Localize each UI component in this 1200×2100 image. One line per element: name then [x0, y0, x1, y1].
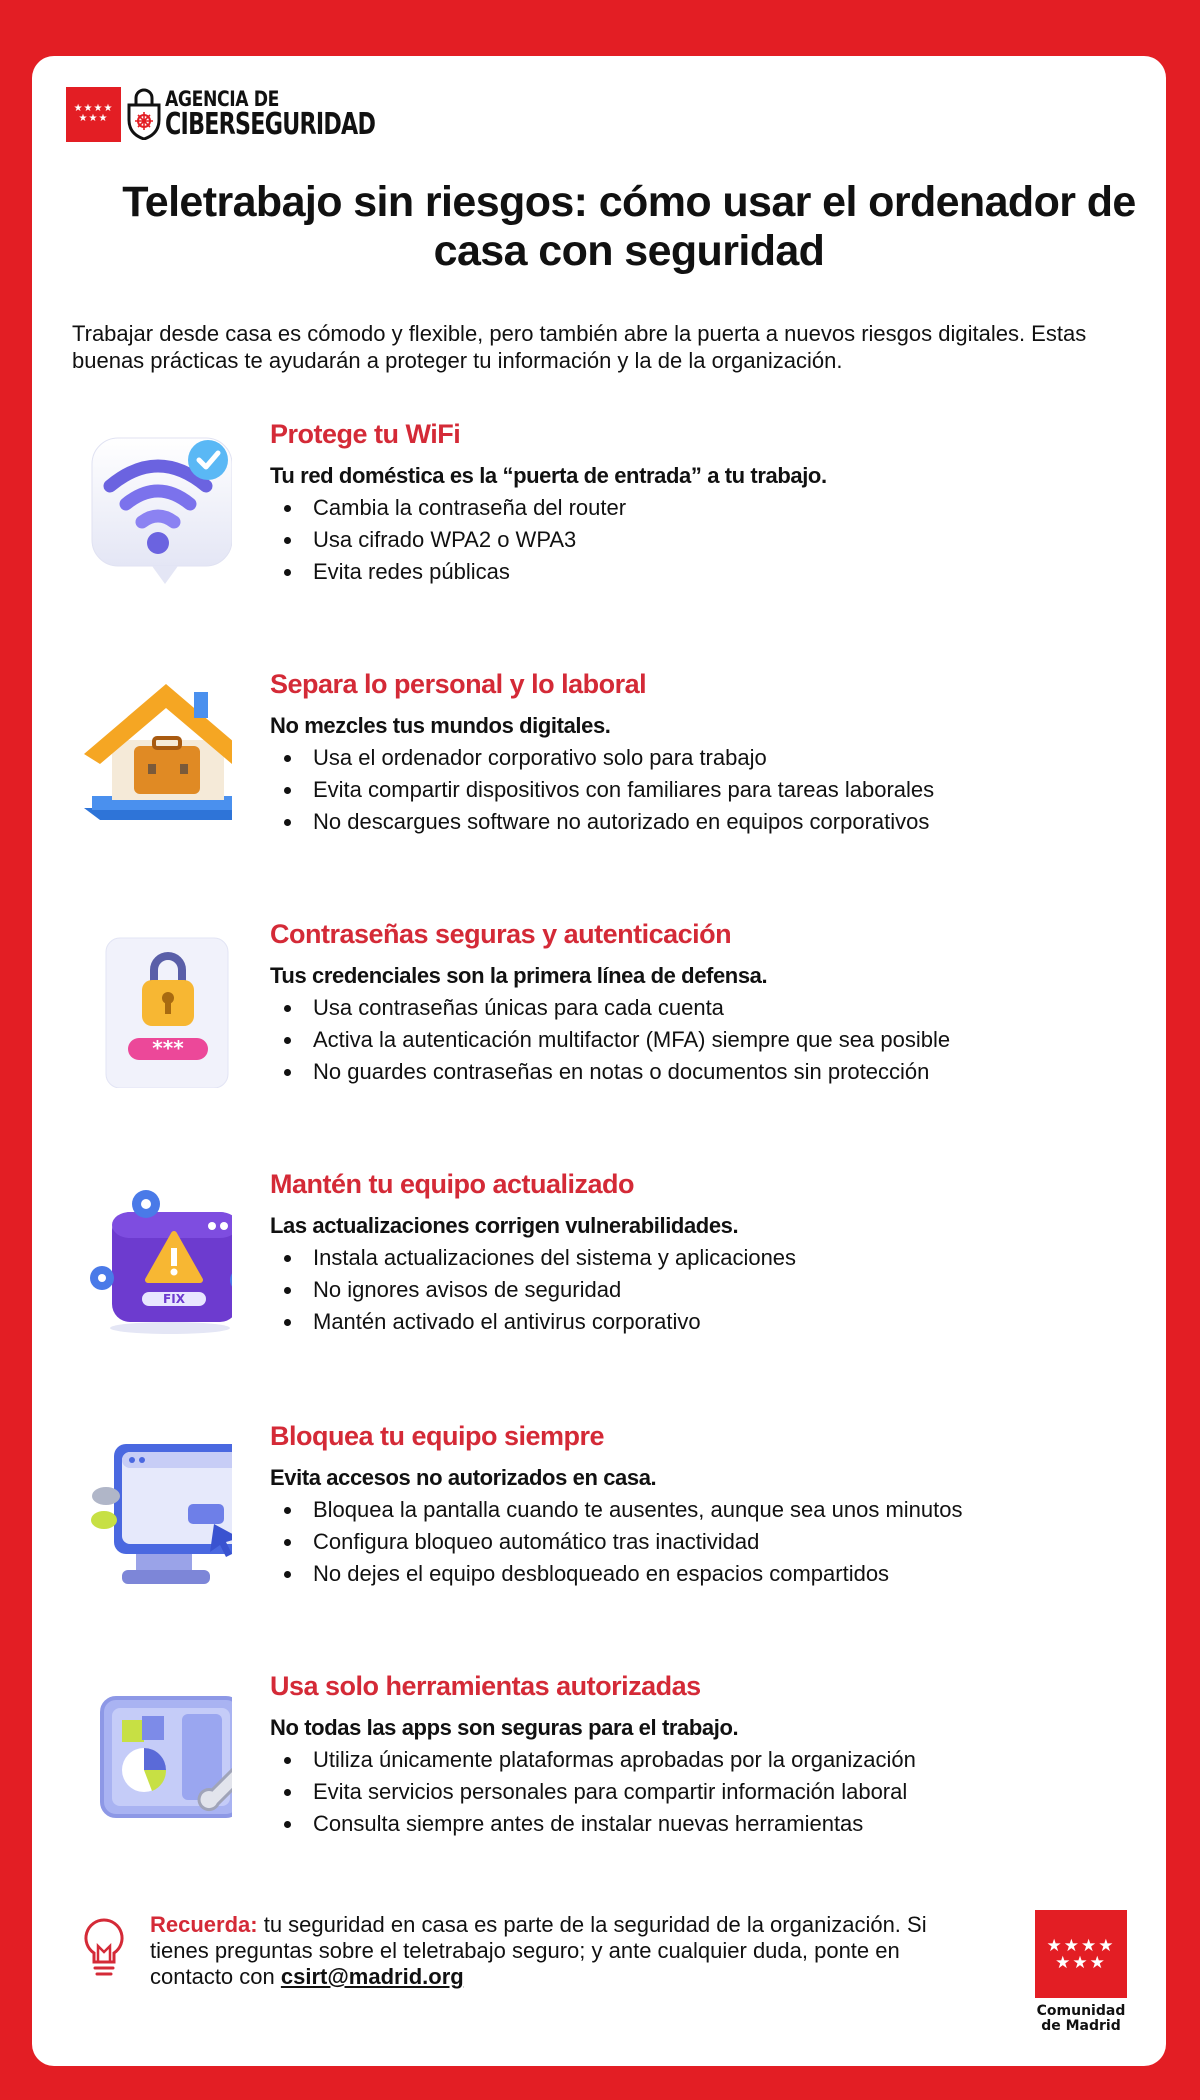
list-item: Consulta siempre antes de instalar nuevas herramientas	[270, 1808, 1150, 1840]
list-item: Mantén activado el antivirus corporativo	[270, 1306, 1150, 1338]
section-subtitle: Evita accesos no autorizados en casa.	[270, 1465, 657, 1490]
list-item: Configura bloqueo automático tras inactividad	[270, 1526, 1150, 1558]
tools-dashboard-icon	[62, 1670, 232, 1840]
bullet-list	[270, 742, 1150, 838]
wifi-icon	[62, 418, 232, 588]
section-subtitle: Tus credenciales son la primera línea de defensa.	[270, 963, 768, 988]
list-item: Activa la autenticación multifactor (MFA) siempre que sea posible	[270, 1024, 1150, 1056]
shield-lock-icon	[127, 88, 161, 140]
list-item: Instala actualizaciones del sistema y aplicaciones	[270, 1242, 1150, 1274]
list-item: Usa cifrado WPA2 o WPA3	[270, 524, 1150, 556]
list-item: No ignores avisos de seguridad	[270, 1274, 1150, 1306]
agency-logo	[66, 86, 449, 142]
padlock-password-icon	[62, 918, 232, 1088]
logo-line-2: CIBERSEGURIDAD	[165, 106, 376, 142]
org-name-line-2: de Madrid	[1041, 2018, 1121, 2034]
section-subtitle: No todas las apps son seguras para el trabajo.	[270, 1715, 739, 1740]
list-item: No guardes contraseñas en notas o documentos sin protección	[270, 1056, 1150, 1088]
list-item: Evita compartir dispositivos con familiares para tareas laborales	[270, 774, 1150, 806]
section-separate	[32, 668, 1166, 898]
section-lock	[32, 1420, 1166, 1650]
org-name-line-1: Comunidad	[1036, 2003, 1126, 2019]
page-title: Teletrabajo sin riesgos: cómo usar el ordenador de casa con seguridad	[122, 178, 1136, 275]
bullet-list	[270, 1494, 1150, 1590]
svg-text:***: ***	[152, 1036, 184, 1060]
section-title: Mantén tu equipo actualizado	[270, 1169, 635, 1199]
infographic-card	[32, 56, 1166, 2066]
recuerda-label: Recuerda:	[150, 1912, 258, 1937]
madrid-flag-icon: ★★★★ ★★★	[66, 87, 121, 142]
list-item: No dejes el equipo desbloqueado en espacios compartidos	[270, 1558, 1150, 1590]
bullet-list	[270, 492, 1150, 588]
bullet-list	[270, 992, 1150, 1088]
intro-paragraph: Trabajar desde casa es cómodo y flexible, pero también abre la puerta a nuevos riesgos digitales. Estas buenas prácticas te ayudarán a proteger tu información y la de la organización.	[72, 321, 1087, 373]
section-update	[32, 1168, 1166, 1398]
list-item: No descargues software no autorizado en equipos corporativos	[270, 806, 1150, 838]
house-briefcase-icon	[62, 668, 232, 838]
update-warning-icon	[62, 1168, 232, 1338]
section-passwords	[32, 918, 1166, 1148]
footer-text: tu seguridad en casa es parte de la seguridad de la organización. Si tienes preguntas sobre el teletrabajo seguro; y ante cualquier duda, ponte en contacto con	[150, 1912, 927, 1989]
section-subtitle: Tu red doméstica es la “puerta de entrada” a tu trabajo.	[270, 463, 827, 488]
contact-email-link[interactable]: csirt@madrid.org	[280, 1964, 464, 1989]
lightbulb-icon	[78, 1916, 130, 1980]
section-title: Separa lo personal y lo laboral	[270, 669, 647, 699]
comunidad-madrid-logo	[1035, 1910, 1127, 2034]
list-item: Bloquea la pantalla cuando te ausentes, aunque sea unos minutos	[270, 1494, 1150, 1526]
computer-lock-icon	[62, 1420, 232, 1590]
section-title: Bloquea tu equipo siempre	[270, 1421, 605, 1451]
footer-note	[150, 1912, 980, 1990]
section-wifi	[32, 418, 1166, 648]
madrid-flag-icon: ★★★★ ★★★	[1035, 1910, 1127, 1998]
section-title: Contraseñas seguras y autenticación	[270, 919, 732, 949]
list-item: Usa el ordenador corporativo solo para trabajo	[270, 742, 1150, 774]
section-subtitle: No mezcles tus mundos digitales.	[270, 713, 611, 738]
bullet-list	[270, 1744, 1150, 1840]
section-tools	[32, 1670, 1166, 1900]
list-item: Cambia la contraseña del router	[270, 492, 1150, 524]
section-title: Protege tu WiFi	[270, 419, 461, 449]
bullet-list	[270, 1242, 1150, 1338]
svg-text:FIX: FIX	[163, 1292, 185, 1306]
list-item: Utiliza únicamente plataformas aprobadas por la organización	[270, 1744, 1150, 1776]
list-item: Evita redes públicas	[270, 556, 1150, 588]
list-item: Usa contraseñas únicas para cada cuenta	[270, 992, 1150, 1024]
list-item: Evita servicios personales para compartir información laboral	[270, 1776, 1150, 1808]
logo-line-1: AGENCIA DE	[165, 86, 279, 111]
section-title: Usa solo herramientas autorizadas	[270, 1671, 701, 1701]
section-subtitle: Las actualizaciones corrigen vulnerabilidades.	[270, 1213, 739, 1238]
